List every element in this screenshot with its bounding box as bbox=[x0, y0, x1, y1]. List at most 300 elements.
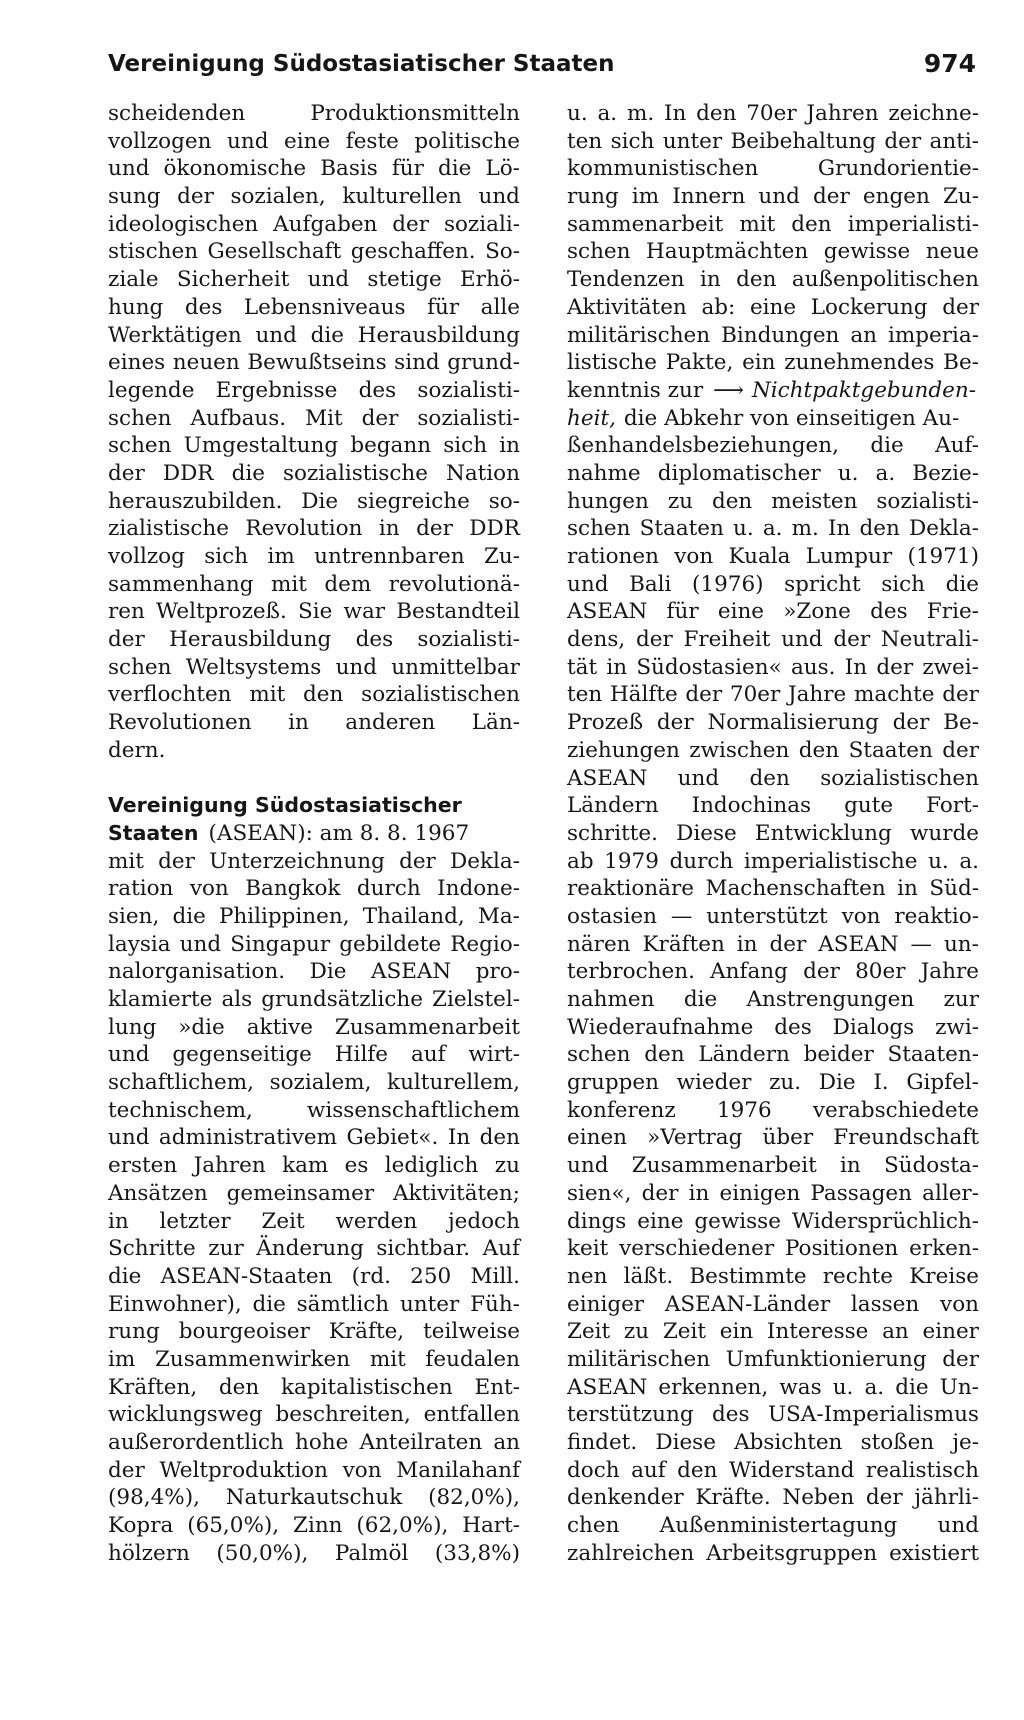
word: Hart- bbox=[462, 1513, 520, 1539]
word: 70er bbox=[746, 101, 797, 126]
word: Naturkautschuk bbox=[225, 1485, 403, 1511]
text-line bbox=[108, 515, 520, 543]
word: ren bbox=[108, 599, 145, 625]
word: a. bbox=[597, 101, 618, 126]
word: In bbox=[663, 101, 687, 126]
word: Zeit bbox=[567, 1319, 611, 1345]
word: sien«, bbox=[567, 1180, 632, 1206]
word: und bbox=[255, 322, 297, 348]
cross-reference-line bbox=[567, 377, 979, 405]
word: der bbox=[769, 931, 807, 957]
word: militärischen bbox=[567, 322, 711, 348]
word: imperia- bbox=[887, 322, 979, 348]
word: Hilfe bbox=[334, 1042, 388, 1068]
entry-first-line-text: (ASEAN): am 8. 8. 1967 bbox=[208, 820, 470, 846]
word: von bbox=[940, 1291, 979, 1317]
word: und bbox=[108, 1042, 150, 1068]
word: dem bbox=[324, 571, 372, 597]
word: Revolutionen bbox=[108, 710, 252, 736]
word: an bbox=[850, 322, 878, 348]
word: erkennen, bbox=[658, 1374, 769, 1400]
word: in bbox=[499, 433, 520, 459]
word: Interesse bbox=[766, 1319, 869, 1345]
word: ßenhandelsbeziehungen, bbox=[567, 433, 839, 459]
word: der bbox=[942, 737, 979, 763]
word: vollzog bbox=[108, 544, 185, 569]
text-line bbox=[567, 1374, 979, 1402]
word: unter bbox=[399, 1291, 460, 1317]
text-line bbox=[108, 460, 520, 488]
word: dern. bbox=[108, 737, 166, 763]
word: (62,0%), bbox=[356, 1513, 449, 1539]
text-line bbox=[108, 958, 520, 986]
text-line bbox=[567, 211, 979, 239]
word: vollzogen bbox=[108, 128, 212, 154]
word: zu bbox=[623, 1319, 650, 1345]
word: Weltsystems bbox=[185, 654, 322, 680]
word: kulturellem, bbox=[387, 1070, 520, 1096]
word: eine bbox=[284, 128, 331, 154]
word: geschaffen. bbox=[350, 239, 476, 265]
text-line bbox=[108, 266, 520, 294]
word: administrativem bbox=[158, 1125, 338, 1151]
text-line bbox=[108, 294, 520, 322]
entry-vereinigung-suedostasiatischer-staaten bbox=[108, 792, 520, 1567]
word: im bbox=[267, 544, 295, 569]
word: Län- bbox=[471, 710, 520, 736]
word: Bestandteil bbox=[396, 599, 520, 625]
word: außerordentlich bbox=[108, 1430, 284, 1455]
word: (rd. bbox=[351, 1263, 391, 1289]
word: neuen bbox=[172, 350, 240, 376]
text-line bbox=[567, 1152, 979, 1180]
text-line bbox=[567, 1097, 979, 1125]
word: der bbox=[803, 959, 840, 985]
word: revolutionä- bbox=[388, 571, 520, 597]
word: 70er bbox=[729, 682, 781, 708]
word: als bbox=[221, 987, 253, 1012]
text-line bbox=[567, 1180, 979, 1208]
word: (65,0%), bbox=[187, 1513, 280, 1539]
word: a. bbox=[864, 1374, 885, 1400]
word: den bbox=[749, 765, 790, 791]
word: die bbox=[172, 903, 206, 929]
text-line bbox=[108, 1484, 520, 1512]
word: 1979 bbox=[604, 848, 659, 874]
word: Aufbaus. bbox=[190, 405, 287, 431]
word: gruppen bbox=[567, 1070, 659, 1096]
entry-headword-line bbox=[108, 792, 520, 820]
word: reaktio- bbox=[894, 903, 979, 929]
word: Philippinen, bbox=[218, 903, 350, 929]
word: schen bbox=[108, 433, 172, 459]
word: sämtlich bbox=[296, 1291, 390, 1317]
word: auf bbox=[631, 1457, 666, 1483]
word: sozialisti- bbox=[417, 627, 520, 653]
word: sozialisti- bbox=[417, 377, 520, 403]
word: eine bbox=[749, 294, 797, 320]
text-line bbox=[567, 820, 979, 848]
word: Lebensniveaus bbox=[243, 294, 406, 320]
word: nahmen bbox=[567, 987, 655, 1012]
text-line bbox=[567, 543, 979, 571]
text-line bbox=[567, 515, 979, 543]
word: pro- bbox=[475, 959, 520, 985]
word: aller- bbox=[922, 1180, 979, 1206]
word: den bbox=[798, 737, 840, 763]
word: eine bbox=[717, 599, 765, 625]
word: (33,8%) bbox=[434, 1540, 520, 1566]
word: ersten bbox=[108, 1153, 178, 1179]
word: Mit bbox=[305, 405, 343, 431]
word: Werktätigen bbox=[108, 322, 242, 348]
word: den bbox=[736, 267, 777, 293]
word: So- bbox=[485, 239, 520, 265]
text-line bbox=[108, 128, 520, 156]
word: Bindungen bbox=[721, 322, 840, 348]
word: USA-Imperialismus bbox=[767, 1402, 979, 1428]
word: bourgeoiser bbox=[178, 1319, 310, 1345]
word: in bbox=[897, 876, 918, 902]
word: Dekla- bbox=[450, 848, 520, 874]
text-line bbox=[567, 1484, 979, 1512]
word: Basis bbox=[320, 156, 378, 182]
word: sozialisti- bbox=[417, 405, 520, 431]
word: mit bbox=[270, 571, 307, 597]
word: eines bbox=[108, 350, 166, 376]
word: nahme bbox=[567, 460, 641, 486]
word: Auf bbox=[482, 1236, 520, 1262]
word: konferenz bbox=[567, 1097, 676, 1123]
text-line bbox=[108, 432, 520, 460]
word: der bbox=[108, 627, 145, 653]
word: Zusammenwirken bbox=[154, 1346, 351, 1372]
word: Weltproduktion bbox=[159, 1457, 328, 1483]
word: engen bbox=[862, 184, 930, 210]
word: der bbox=[158, 848, 195, 874]
word: Anfang bbox=[710, 959, 788, 985]
word: Kopra bbox=[108, 1513, 174, 1539]
word: die bbox=[683, 987, 718, 1012]
text-line bbox=[567, 1401, 979, 1429]
word: so- bbox=[488, 488, 520, 514]
word: über bbox=[762, 1125, 814, 1151]
word: u. bbox=[567, 101, 588, 126]
word: Dekla- bbox=[908, 516, 979, 542]
word: neue bbox=[925, 239, 979, 265]
word: für bbox=[391, 156, 424, 182]
word: zur bbox=[208, 1236, 244, 1262]
word: Bestimmte bbox=[689, 1263, 807, 1289]
text-line bbox=[567, 100, 979, 128]
word: u. bbox=[832, 1374, 854, 1400]
word: Prozeß bbox=[567, 710, 644, 736]
text-line bbox=[567, 1235, 979, 1263]
word: letzter bbox=[159, 1208, 231, 1234]
word: Sie bbox=[298, 599, 333, 625]
word: wicklungsweg bbox=[108, 1402, 263, 1428]
word: sind bbox=[394, 350, 440, 376]
word: listische bbox=[567, 350, 657, 376]
text-line bbox=[567, 598, 979, 626]
word: Widersprüchlich- bbox=[791, 1208, 979, 1234]
word: ten bbox=[567, 682, 603, 708]
word: Entwicklung bbox=[754, 820, 892, 846]
word: jedoch bbox=[447, 1208, 520, 1234]
word: sozialisti- bbox=[876, 488, 979, 514]
text-line bbox=[567, 765, 979, 793]
word: den bbox=[859, 516, 900, 542]
word: was bbox=[779, 1374, 822, 1400]
word: nen bbox=[567, 1263, 608, 1289]
word: Diese bbox=[676, 820, 737, 846]
word: der bbox=[108, 1457, 145, 1483]
text-line bbox=[567, 1014, 979, 1042]
word: Staaten bbox=[848, 737, 933, 763]
text-line bbox=[108, 322, 520, 350]
word: Neutrali- bbox=[880, 627, 979, 653]
word: begann bbox=[350, 433, 432, 459]
word: Grundorientie- bbox=[817, 156, 979, 182]
word: zu bbox=[494, 1153, 520, 1179]
word: u. bbox=[733, 516, 754, 542]
word: Südosta- bbox=[883, 1153, 979, 1179]
word: Anstrengungen bbox=[746, 987, 915, 1012]
text-line bbox=[567, 986, 979, 1014]
text-line bbox=[108, 1097, 520, 1125]
word: (1976) bbox=[692, 571, 764, 597]
word: gute bbox=[844, 793, 894, 819]
entry-headword-part2: Staaten bbox=[108, 820, 199, 845]
word: der bbox=[833, 627, 871, 653]
word: den bbox=[479, 1125, 520, 1151]
text-line bbox=[567, 848, 979, 876]
text-line bbox=[567, 266, 979, 294]
word: Staaten- bbox=[887, 1042, 979, 1068]
word: in bbox=[699, 267, 721, 293]
word: gewisse bbox=[694, 1208, 781, 1234]
word: ASEAN bbox=[370, 959, 452, 985]
text-line bbox=[108, 598, 520, 626]
word: In bbox=[828, 516, 851, 542]
word: eine bbox=[637, 1208, 684, 1234]
word: des bbox=[774, 1014, 812, 1040]
word: die bbox=[231, 460, 265, 486]
word: der bbox=[361, 405, 399, 431]
word: Freundschaft bbox=[833, 1125, 979, 1151]
word: Absichten bbox=[734, 1430, 843, 1455]
word: verflochten bbox=[108, 682, 232, 708]
word: Zusammenarbeit bbox=[631, 1153, 817, 1179]
word: Machenschaften bbox=[705, 876, 886, 902]
word: feste bbox=[345, 128, 399, 154]
word: schen bbox=[108, 654, 172, 680]
word: legende bbox=[108, 377, 195, 403]
arrow-icon: ⟶ bbox=[713, 377, 744, 403]
word: DDR bbox=[469, 516, 520, 542]
word: war bbox=[343, 599, 386, 625]
word: Hälfte bbox=[609, 682, 678, 708]
continuation-paragraph bbox=[108, 100, 520, 765]
text-line bbox=[567, 128, 979, 156]
word: anderen bbox=[345, 710, 436, 736]
word: Kräften bbox=[642, 931, 725, 957]
word: dens, bbox=[567, 627, 626, 653]
word: stischen bbox=[108, 239, 199, 265]
entry-first-line bbox=[108, 820, 520, 848]
word: mit bbox=[739, 211, 776, 237]
cross-reference-link[interactable]: Nichtpaktgebunden- bbox=[751, 377, 976, 403]
word: es bbox=[344, 1153, 369, 1179]
word: Anteilraten bbox=[359, 1430, 483, 1455]
word: imperialistische bbox=[743, 848, 918, 874]
word: in bbox=[606, 654, 628, 680]
text-line bbox=[108, 543, 520, 571]
word: wurde bbox=[909, 820, 979, 846]
word: Auf- bbox=[935, 433, 979, 459]
word: der bbox=[942, 682, 979, 708]
word: stetige bbox=[367, 267, 442, 293]
word: m. bbox=[626, 101, 655, 126]
word: Ent- bbox=[474, 1374, 520, 1400]
word: Die bbox=[301, 488, 339, 514]
word: Weltprozeß. bbox=[156, 599, 287, 625]
text-line bbox=[108, 183, 520, 211]
text-line bbox=[108, 238, 520, 266]
word: mit bbox=[369, 1346, 406, 1372]
word: und bbox=[758, 184, 800, 210]
word: unter bbox=[662, 128, 723, 154]
text-line bbox=[567, 183, 979, 211]
word: der bbox=[865, 1485, 903, 1511]
word: Ansätzen bbox=[108, 1180, 208, 1206]
word: ökonomische bbox=[163, 156, 307, 182]
word: (98,4%), bbox=[108, 1485, 200, 1511]
word: Kräften, bbox=[108, 1374, 198, 1400]
word: beschreiten, bbox=[275, 1402, 411, 1428]
word: politische bbox=[414, 128, 520, 154]
word: zwi- bbox=[935, 1014, 979, 1040]
word: ab: bbox=[701, 294, 736, 320]
word: Jahren bbox=[806, 101, 879, 126]
word: und bbox=[478, 184, 520, 210]
text-line bbox=[567, 1429, 979, 1457]
word: Gebiet«. bbox=[346, 1125, 439, 1151]
word: für bbox=[427, 294, 460, 320]
cross-reference-continuation-line bbox=[567, 405, 979, 433]
word: »die bbox=[178, 1014, 225, 1040]
word: Zu- bbox=[942, 184, 979, 210]
cross-reference-suffix: die Abkehr von einseitigen Au- bbox=[623, 405, 960, 431]
word: Bali bbox=[629, 571, 672, 597]
word: anti- bbox=[929, 128, 979, 154]
word: ziale bbox=[108, 267, 159, 293]
text-line bbox=[567, 1208, 979, 1236]
word: und bbox=[781, 627, 823, 653]
word: laysia bbox=[108, 931, 171, 957]
word: in bbox=[736, 931, 758, 957]
text-line bbox=[108, 571, 520, 599]
word: durch bbox=[669, 848, 734, 874]
word: herauszubilden. bbox=[108, 488, 283, 514]
word: Indone- bbox=[437, 876, 520, 902]
word: Ma- bbox=[477, 903, 520, 929]
text-line bbox=[108, 349, 520, 377]
word: zwischen bbox=[689, 737, 790, 763]
word: ASEAN-Länder bbox=[664, 1291, 831, 1317]
text-line bbox=[567, 1457, 979, 1485]
word: außenpolitischen bbox=[791, 267, 979, 293]
cross-reference-link-end[interactable]: heit, bbox=[567, 405, 616, 431]
text-line bbox=[108, 654, 520, 682]
text-line bbox=[567, 294, 979, 322]
word: dings bbox=[567, 1208, 627, 1234]
word: einigen bbox=[719, 1180, 801, 1206]
word: terbrochen. bbox=[567, 959, 695, 985]
word: lediglich bbox=[384, 1153, 479, 1179]
text-line bbox=[108, 875, 520, 903]
text-line bbox=[108, 1235, 520, 1263]
word: in bbox=[378, 516, 400, 542]
word: Aktivitäten; bbox=[392, 1180, 520, 1206]
word: diplomatischer bbox=[657, 460, 821, 486]
word: und bbox=[307, 267, 350, 293]
word: Erhö- bbox=[459, 267, 520, 293]
word: DDR bbox=[162, 460, 214, 486]
word: a. bbox=[959, 848, 979, 874]
word: Beibehaltung bbox=[730, 128, 877, 154]
text-line bbox=[567, 1540, 979, 1568]
word: die bbox=[438, 156, 472, 182]
word: den bbox=[644, 1042, 685, 1068]
text-line bbox=[108, 1180, 520, 1208]
word: des bbox=[712, 1402, 750, 1428]
word: der bbox=[813, 184, 850, 210]
word: zialistische bbox=[108, 516, 229, 542]
word: sozialem, bbox=[269, 1070, 372, 1096]
word: I. bbox=[873, 1070, 889, 1096]
word: Herausbildung bbox=[357, 322, 520, 348]
word: den bbox=[711, 488, 753, 514]
running-head bbox=[108, 44, 976, 84]
word: Freiheit bbox=[683, 627, 771, 653]
word: (1971) bbox=[907, 544, 979, 569]
word: im bbox=[631, 184, 660, 210]
word: rationen bbox=[567, 544, 659, 569]
word: m. bbox=[791, 516, 819, 542]
text-line bbox=[108, 1014, 520, 1042]
word: den bbox=[218, 1374, 260, 1400]
word: lung bbox=[108, 1014, 157, 1040]
word: werden bbox=[335, 1208, 418, 1234]
word: kommunistischen bbox=[567, 156, 759, 182]
word: Unterzeichnung bbox=[209, 848, 385, 874]
text-line bbox=[567, 1041, 979, 1069]
word: des bbox=[358, 377, 397, 403]
word: Nation bbox=[446, 460, 520, 486]
word: und bbox=[567, 571, 609, 597]
word: Änderung bbox=[256, 1236, 364, 1262]
text-line bbox=[567, 931, 979, 959]
text-line bbox=[108, 100, 520, 128]
word: ASEAN bbox=[818, 931, 899, 957]
word: — bbox=[670, 903, 693, 929]
word: sich bbox=[443, 433, 488, 459]
word: Kräfte, bbox=[328, 1319, 405, 1345]
text-line bbox=[567, 626, 979, 654]
word: denkender bbox=[567, 1485, 684, 1511]
word: Neben bbox=[782, 1485, 855, 1511]
